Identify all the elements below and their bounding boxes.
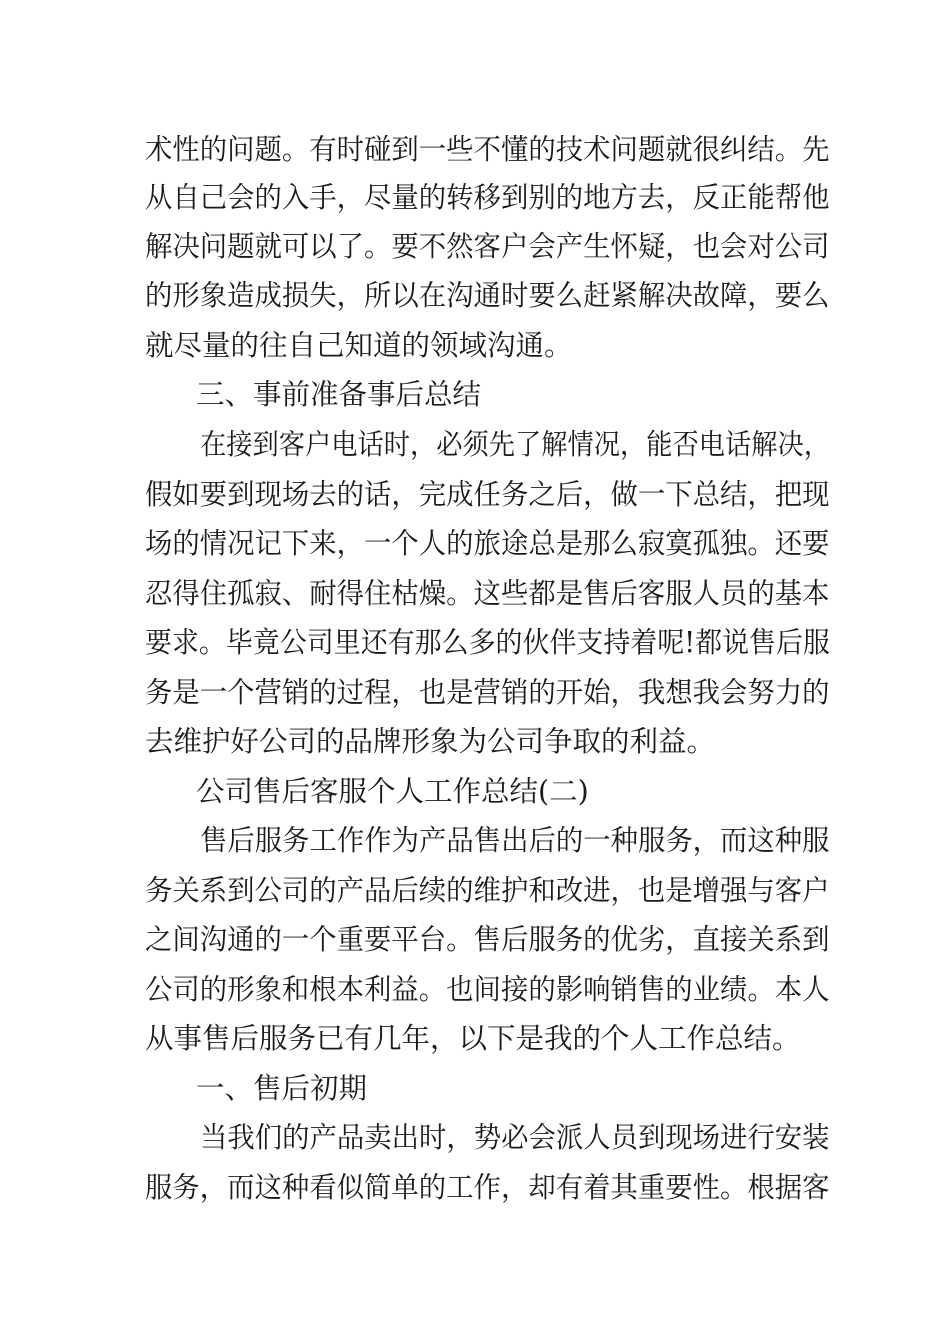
text-line: 假如要到现场去的话，完成任务之后，做一下总结，把现 bbox=[145, 478, 830, 511]
text-line: 的形象造成损失，所以在沟通时要么赶紧解决故障，要么 bbox=[145, 279, 830, 312]
text-line: 当我们的产品卖出时，势必会派人员到现场进行安装 bbox=[200, 1121, 830, 1154]
text-line: 从自己会的入手，尽量的转移到别的地方去，反正能帮他 bbox=[145, 181, 830, 214]
section-heading: 一、售后初期 bbox=[196, 1072, 368, 1105]
text-line: 要求。毕竟公司里还有那么多的伙伴支持着呢!都说售后服 bbox=[145, 626, 830, 659]
text-line: 服务，而这种看似简单的工作，却有着其重要性。根据客 bbox=[145, 1171, 830, 1204]
section-title: 公司售后客服个人工作总结(二) bbox=[196, 775, 589, 808]
text-line: 忍得住孤寂、耐得住枯燥。这些都是售后客服人员的基本 bbox=[145, 577, 830, 610]
text-line: 售后服务工作作为产品售出后的一种服务，而这种服 bbox=[200, 824, 830, 857]
text-line: 解决问题就可以了。要不然客户会产生怀疑，也会对公司 bbox=[145, 230, 830, 263]
text-line: 务关系到公司的产品后续的维护和改进，也是增强与客户 bbox=[145, 874, 830, 907]
text-line: 从事售后服务已有几年，以下是我的个人工作总结。 bbox=[145, 1022, 801, 1055]
text-line: 公司的形象和根本利益。也间接的影响销售的业绩。本人 bbox=[145, 973, 830, 1006]
text-line: 在接到客户电话时，必须先了解情况，能否电话解决， bbox=[200, 428, 831, 461]
text-line: 术性的问题。有时碰到一些不懂的技术问题就很纠结。先 bbox=[145, 133, 830, 166]
text-line: 去维护好公司的品牌形象为公司争取的利益。 bbox=[145, 725, 716, 758]
text-line: 场的情况记下来，一个人的旅途总是那么寂寞孤独。还要 bbox=[145, 527, 830, 560]
section-heading: 三、事前准备事后总结 bbox=[196, 378, 482, 411]
text-line: 之间沟通的一个重要平台。售后服务的优劣，直接关系到 bbox=[145, 923, 830, 956]
text-line: 就尽量的往自己知道的领域沟通。 bbox=[145, 329, 573, 362]
text-line: 务是一个营销的过程，也是营销的开始，我想我会努力的 bbox=[145, 676, 830, 709]
